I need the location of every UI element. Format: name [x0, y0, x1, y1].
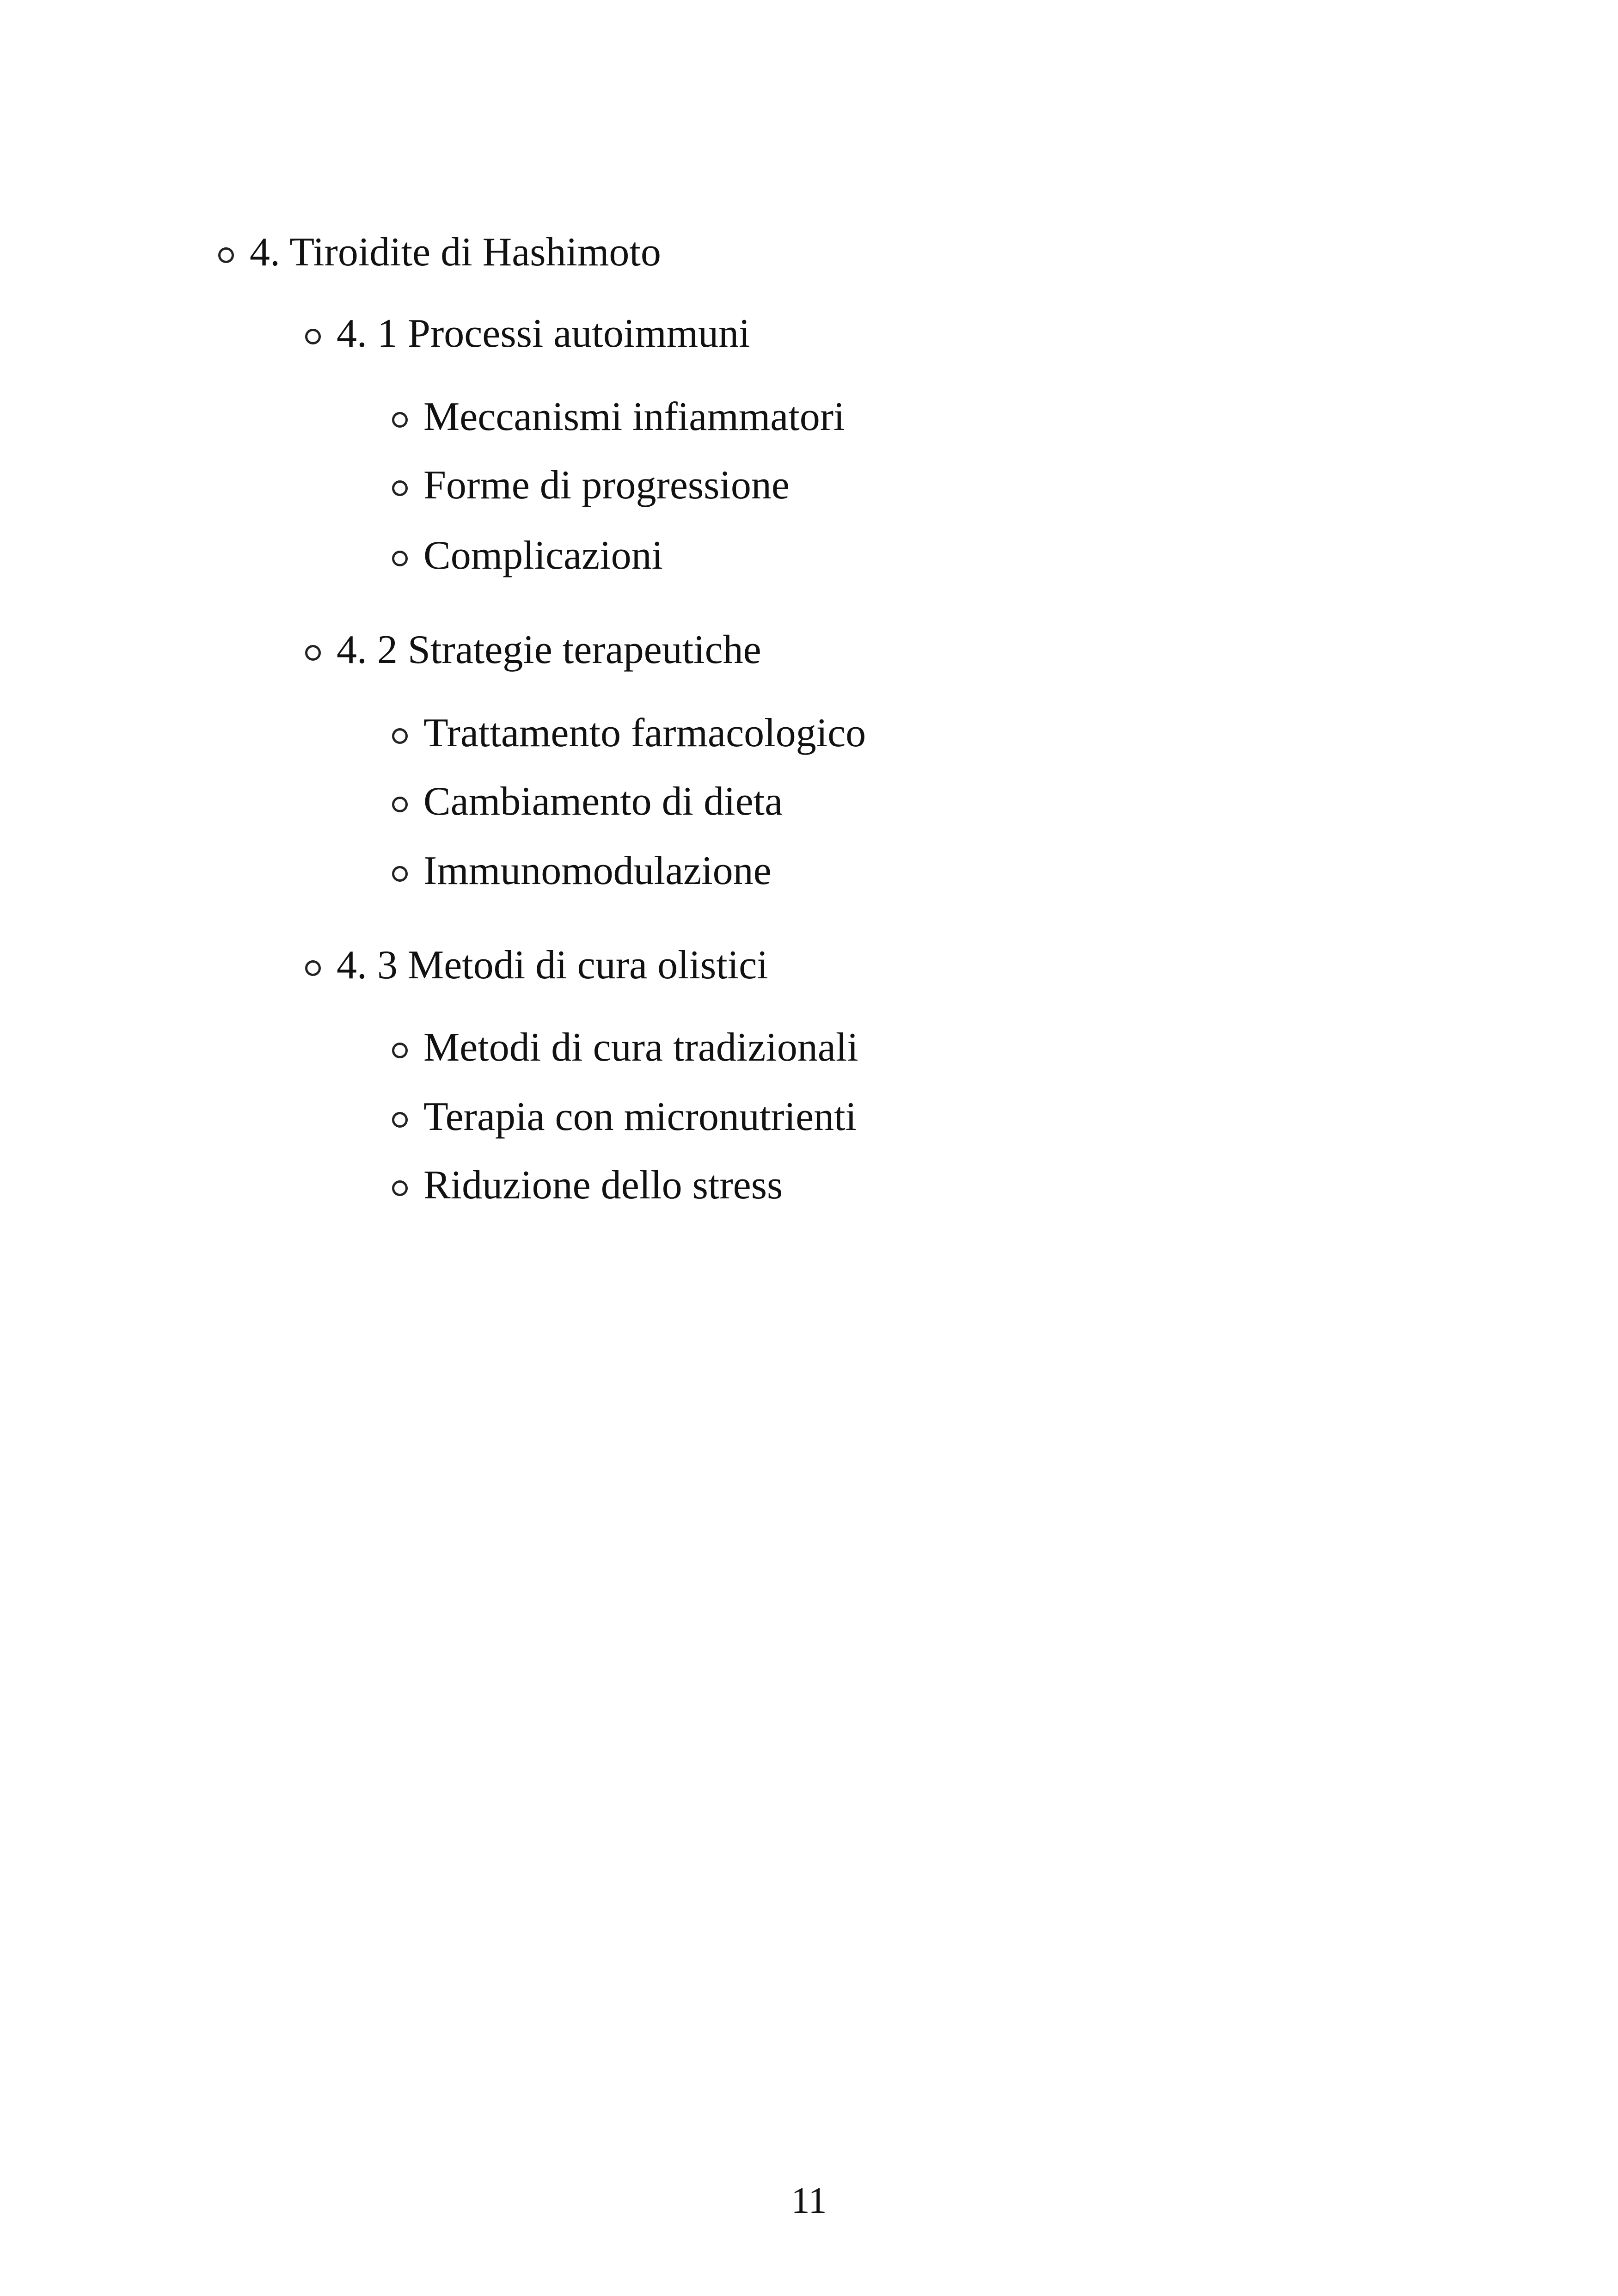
circle-bullet-icon: [305, 960, 321, 976]
outline-item: [392, 781, 783, 822]
outline-section: [305, 627, 761, 672]
outline-item: [392, 1027, 858, 1068]
outline-item: [392, 1165, 783, 1206]
outline-item: [392, 465, 790, 506]
item-label: Forme di progressione: [423, 463, 790, 508]
circle-bullet-icon: [392, 480, 408, 496]
item-label: Cambiamento di dieta: [423, 779, 783, 824]
outline-section: [305, 945, 768, 986]
circle-bullet-icon: [392, 728, 408, 744]
outline-section: [305, 313, 750, 354]
item-label: Complicazioni: [423, 533, 663, 578]
circle-bullet-icon: [392, 797, 408, 812]
outline-item: [392, 1094, 857, 1139]
section-title: 4. 2 Strategie terapeutiche: [337, 627, 761, 672]
circle-bullet-icon: [392, 866, 408, 882]
outline-item: [392, 535, 663, 576]
section-title: 4. 3 Metodi di cura olistici: [337, 943, 768, 988]
item-label: Trattamento farmacologico: [423, 711, 866, 755]
circle-bullet-icon: [392, 412, 408, 428]
chapter-title: 4. Tiroidite di Hashimoto: [250, 230, 661, 275]
circle-bullet-icon: [392, 1043, 408, 1058]
circle-bullet-icon: [392, 1112, 408, 1128]
circle-bullet-icon: [392, 1180, 408, 1196]
circle-bullet-icon: [305, 329, 321, 344]
outline-item: [392, 713, 866, 754]
section-title: 4. 1 Processi autoimmuni: [337, 311, 750, 356]
outline-item: [392, 394, 845, 439]
circle-bullet-icon: [392, 551, 408, 566]
item-label: Terapia con micronutrienti: [423, 1094, 857, 1139]
item-label: Metodi di cura tradizionali: [423, 1025, 858, 1070]
circle-bullet-icon: [305, 645, 321, 661]
circle-bullet-icon: [218, 247, 234, 263]
outline-chapter: [218, 232, 661, 273]
item-label: Meccanismi infiammatori: [423, 394, 845, 439]
page-number: 11: [791, 2180, 827, 2221]
item-label: Riduzione dello stress: [423, 1163, 783, 1208]
item-label: Immunomodulazione: [423, 848, 772, 893]
outline-item: [392, 848, 772, 893]
